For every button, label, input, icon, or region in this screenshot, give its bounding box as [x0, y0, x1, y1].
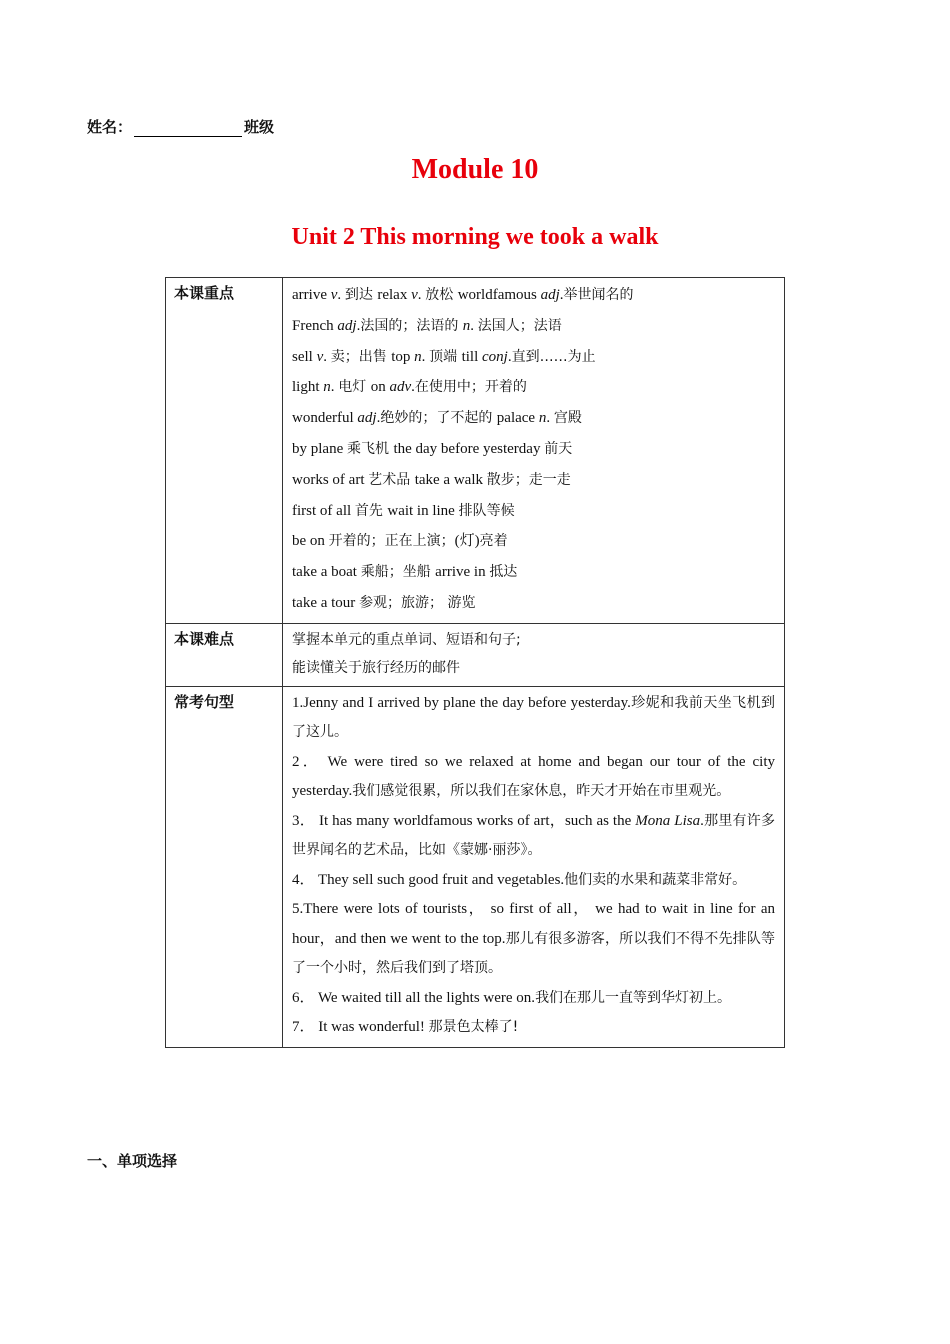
difficulty-line: 能读懂关于旅行经历的邮件 [292, 659, 460, 676]
sentence-item: 7． It was wonderful! 那景色太棒了! [292, 1019, 519, 1036]
vocab-line: French adj.法国的；法语的 n. 法国人；法语 [292, 317, 562, 334]
vocab-line: arrive v. 到达 relax v. 放松 worldfamous adj.举世闻名的 [292, 287, 634, 303]
vocab-line: wonderful adj.绝妙的；了不起的 palace n. 宫殿 [292, 410, 582, 427]
vocab-line: light n. 电灯 on adv.在使用中；开着的 [292, 379, 527, 396]
name-blank[interactable] [134, 122, 242, 137]
class-label: 班级 [244, 118, 275, 136]
phrase-line: be on 开着的；正在上演；(灯)亮着 [292, 533, 508, 550]
sentence-item: 6． We waited till all the lights were on.我们在那儿一直等到华灯初上。 [292, 989, 732, 1006]
difficulty-line: 掌握本单元的重点单词、短语和句子; [292, 631, 521, 648]
phrase-line: first of all 首先 wait in line 排队等候 [292, 502, 515, 519]
section-heading: 一、单项选择 [87, 1152, 178, 1170]
key-points-content [283, 278, 785, 624]
phrase-line: works of art 艺术品 take a walk 散步；走一走 [292, 471, 571, 488]
lesson-table [165, 277, 785, 1048]
sentences-content [283, 686, 785, 1047]
key-points-row [166, 278, 785, 624]
difficulties-content [283, 623, 785, 686]
name-class-line [87, 116, 274, 137]
phrase-line: by plane 乘飞机 the day before yesterday 前天 [292, 440, 573, 457]
page-subtitle: Unit 2 This morning we took a walk [291, 224, 659, 250]
key-points-label: 本课重点 [166, 278, 283, 624]
phrase-line: take a boat 乘船；坐船 arrive in 抵达 [292, 564, 518, 581]
sentences-label: 常考句型 [166, 686, 283, 1047]
sentence-item: 1.Jenny and I arrived by plane the day before yesterday.珍妮和我前天坐飞机到了这儿。 [292, 694, 775, 741]
sentence-item: 2． We were tired so we relaxed at home and began our tour of the city yesterday.我们感觉很累，所以我们在家休息，昨天才开始在市里观光。 [292, 753, 775, 800]
difficulties-label: 本课难点 [166, 623, 283, 686]
name-label: 姓名： [87, 118, 133, 136]
phrase-line: take a tour 参观；旅游； 游览 [292, 594, 476, 611]
sentences-row [166, 686, 785, 1047]
page-title: Module 10 [411, 154, 539, 185]
vocab-line: sell v. 卖；出售 top n. 顶端 till conj.直到……为止 [292, 348, 596, 365]
sentence-item: 3． It has many worldfamous works of art，such as the Mona Lisa.那里有许多世界闻名的艺术品，比如《蒙娜·丽莎》。 [292, 812, 776, 859]
sentence-item: 4． They sell such good fruit and vegetables.他们卖的水果和蔬菜非常好。 [292, 871, 747, 888]
sentence-item: 5.There were lots of tourists， so first of all， we had to wait in line for an hour，and then we went to the top.那儿有很多游客，所以我们不得不先排队等了一个小时，然后我们到了塔顶。 [292, 901, 776, 977]
difficulties-row [166, 623, 785, 686]
